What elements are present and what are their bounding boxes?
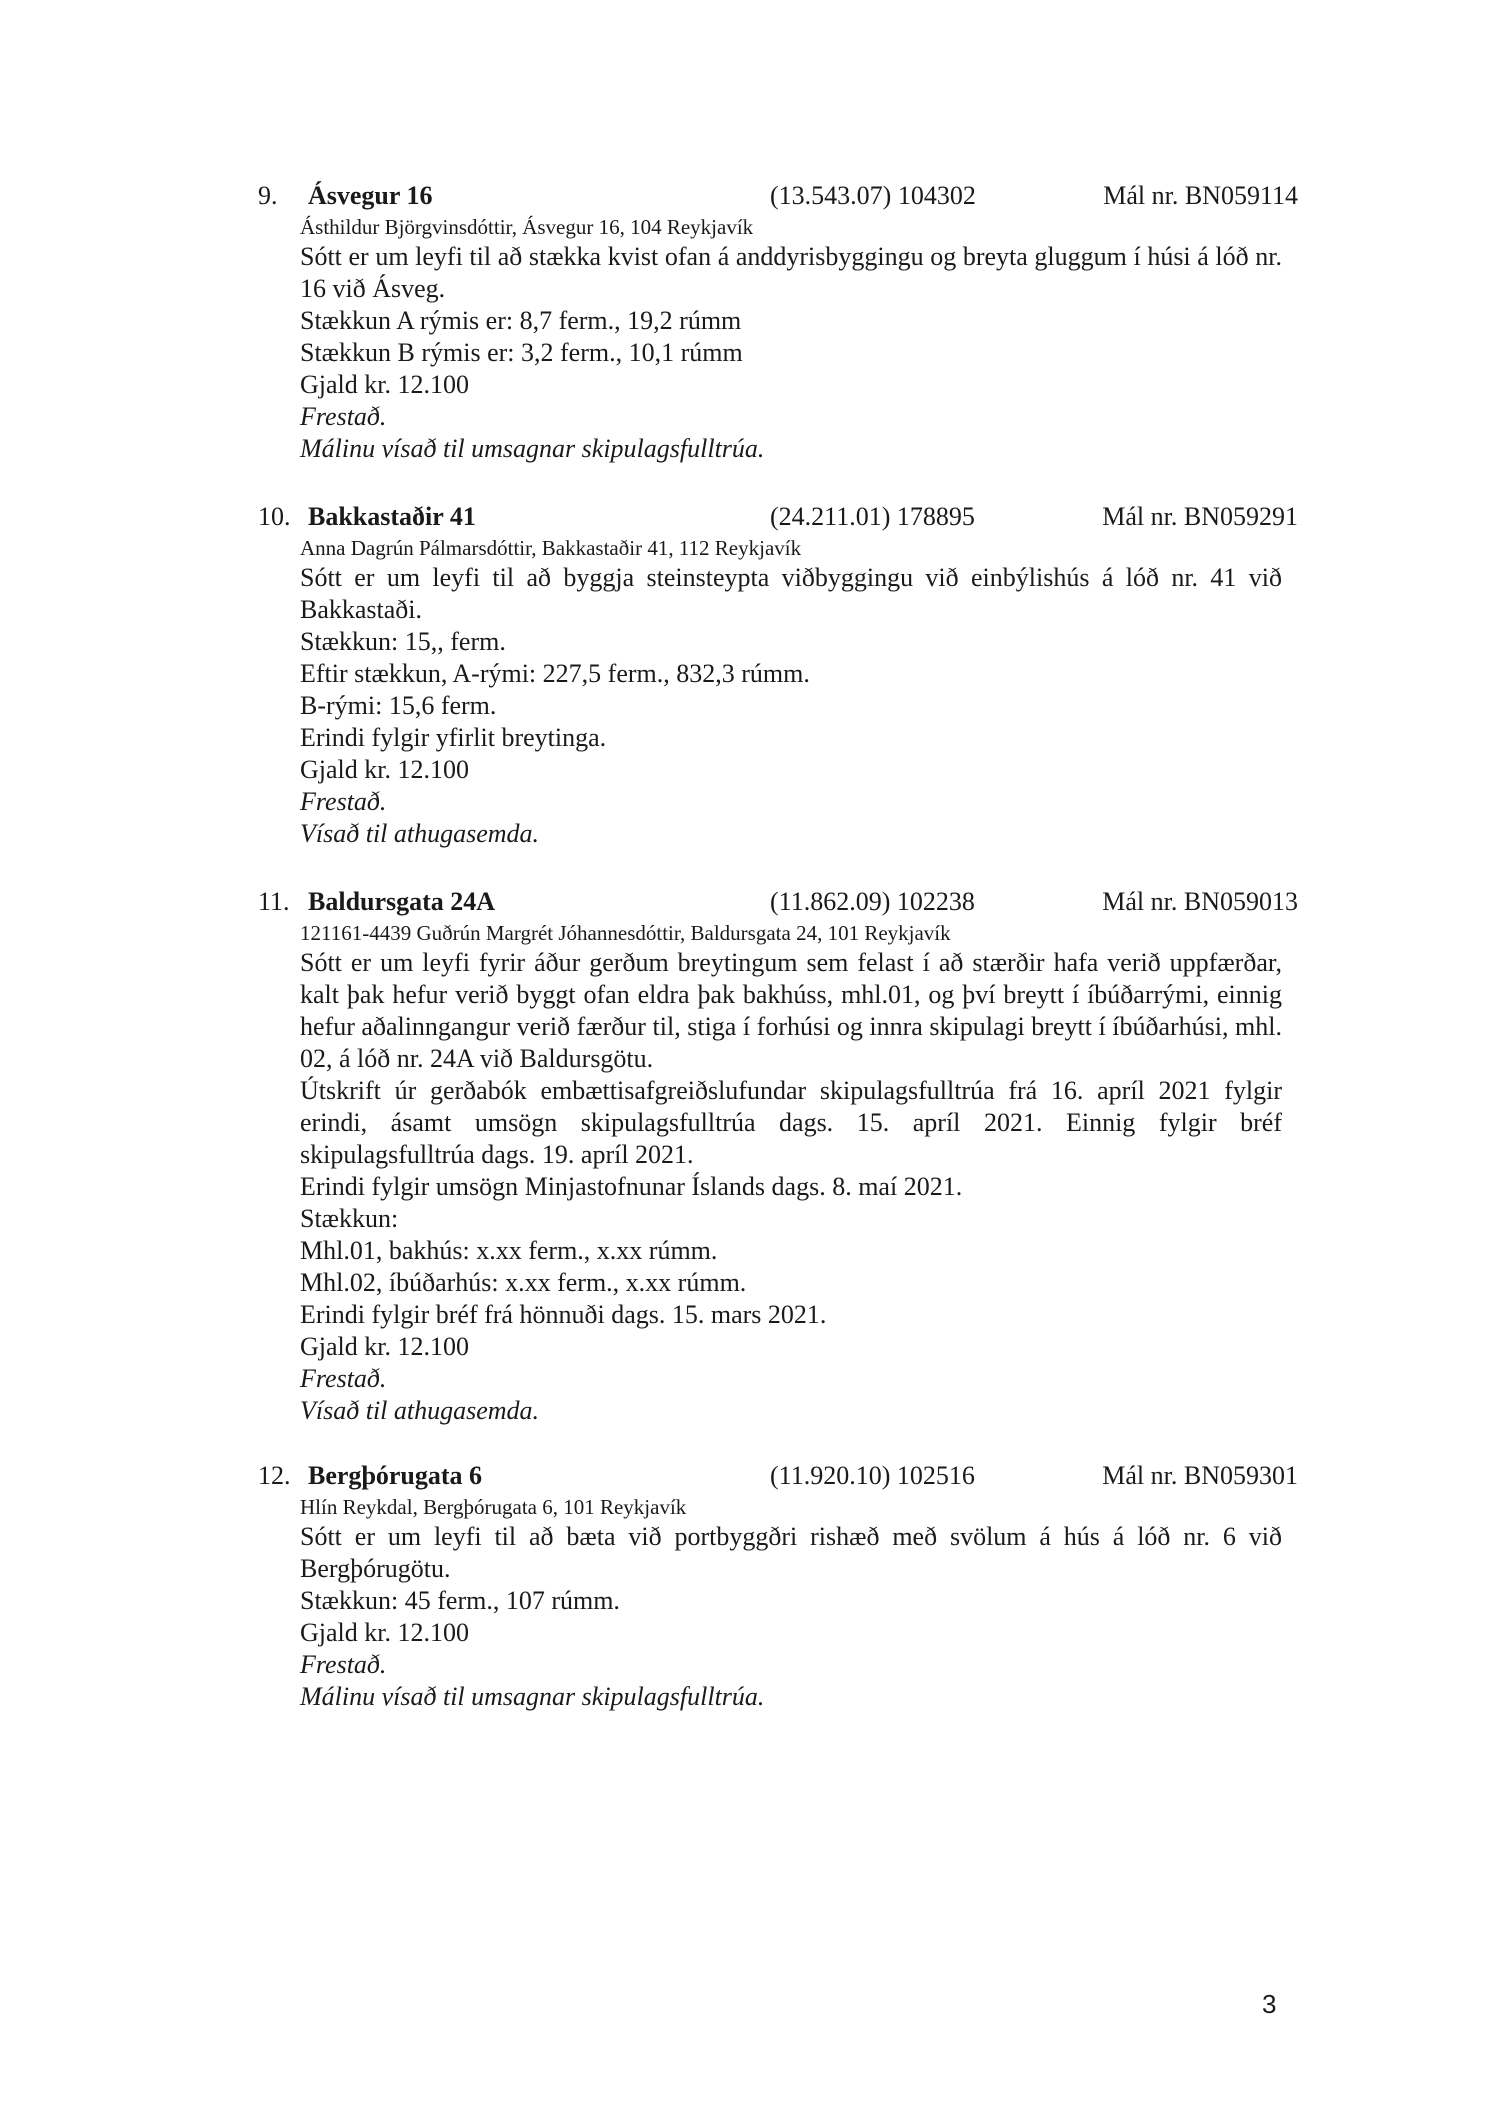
case-address: Bakkastaðir 41 [308, 502, 476, 531]
case-id: Mál nr. BN059013 [1102, 887, 1298, 916]
case-header [258, 500, 1298, 534]
case-line: Stækkun: 15,, ferm. [300, 627, 506, 656]
case-address: Baldursgata 24A [308, 887, 496, 916]
case-status: Frestað. [300, 1650, 387, 1679]
case-body [300, 919, 1282, 1427]
case-fee: Gjald kr. 12.100 [300, 1332, 469, 1361]
case-header [258, 179, 1298, 213]
case-line: Mhl.02, íbúðarhús: x.xx ferm., x.xx rúmm. [300, 1268, 747, 1297]
case-id: Mál nr. BN059301 [1102, 1461, 1298, 1490]
case-land-id: (24.211.01) 178895 [770, 502, 975, 531]
case-applicant: Anna Dagrún Pálmarsdóttir, Bakkastaðir 41, 112 Reykjavík [300, 536, 802, 560]
case-body [300, 534, 1282, 850]
case-fee: Gjald kr. 12.100 [300, 755, 469, 784]
case-applicant: Hlín Reykdal, Bergþórugata 6, 101 Reykjavík [300, 1495, 687, 1519]
case-fee: Gjald kr. 12.100 [300, 370, 469, 399]
case-description: Sótt er um leyfi fyrir áður gerðum breytingum sem felast í að stærðir hafa verið uppfærðar, kalt þak hefur verið byggt ofan eldra þak bakhúss, mhl.01, og því breytt í íbúðarrými, einnig hefur aðalinngangur verið færður til, stiga í forhúsi og innra skipulagi breytt í íbúðarhúsi, mhl. 02, á lóð nr. 24A við Baldursgötu. [300, 948, 1282, 1073]
case-id: Mál nr. BN059291 [1102, 502, 1298, 531]
case-id: Mál nr. BN059114 [1103, 181, 1298, 210]
case-address: Ásvegur 16 [308, 181, 433, 210]
case-applicant: Ásthildur Björgvinsdóttir, Ásvegur 16, 104 Reykjavík [300, 215, 754, 239]
case-line: Erindi fylgir umsögn Minjastofnunar Íslands dags. 8. maí 2021. [300, 1172, 963, 1201]
case-description: Sótt er um leyfi til að bæta við portbyggðri rishæð með svölum á hús á lóð nr. 6 við Bergþórugötu. [300, 1522, 1282, 1583]
case-line: Mhl.01, bakhús: x.xx ferm., x.xx rúmm. [300, 1236, 718, 1265]
case-line: Stækkun: [300, 1204, 399, 1233]
case-line: Stækkun: 45 ferm., 107 rúmm. [300, 1586, 620, 1615]
case-description: Sótt er um leyfi til að stækka kvist ofan á anddyrisbyggingu og breyta gluggum í húsi á lóð nr. 16 við Ásveg. [300, 242, 1282, 303]
case-status: Frestað. [300, 402, 387, 431]
case-line: B-rými: 15,6 ferm. [300, 691, 497, 720]
case-body [300, 213, 1282, 465]
case-attachment-note: Útskrift úr gerðabók embættisafgreiðslufundar skipulagsfulltrúa frá 16. apríl 2021 fylgir erindi, ásamt umsögn skipulagsfulltrúa dags. 15. apríl 2021. Einnig fylgir bréf skipulagsfulltrúa dags. 19. apríl 2021. [300, 1076, 1282, 1169]
case-decision: Málinu vísað til umsagnar skipulagsfulltrúa. [300, 1682, 765, 1711]
case-number: 11. [258, 887, 290, 916]
case-line: Erindi fylgir yfirlit breytinga. [300, 723, 607, 752]
case-status: Frestað. [300, 787, 387, 816]
case-line: Eftir stækkun, A-rými: 227,5 ferm., 832,3 rúmm. [300, 659, 810, 688]
case-land-id: (13.543.07) 104302 [770, 181, 976, 210]
case-decision: Málinu vísað til umsagnar skipulagsfulltrúa. [300, 434, 765, 463]
case-header [258, 885, 1298, 919]
case-land-id: (11.862.09) 102238 [770, 887, 975, 916]
page-number: 3 [1262, 1989, 1277, 2019]
case-fee: Gjald kr. 12.100 [300, 1618, 469, 1647]
case-status: Frestað. [300, 1364, 387, 1393]
case-land-id: (11.920.10) 102516 [770, 1461, 975, 1490]
case-entry-12 [258, 1459, 1298, 1713]
case-entry-11 [258, 885, 1298, 1427]
case-address: Bergþórugata 6 [308, 1461, 483, 1490]
case-decision: Vísað til athugasemda. [300, 819, 540, 848]
case-description: Sótt er um leyfi til að byggja steinsteypta viðbyggingu við einbýlishús á lóð nr. 41 við Bakkastaði. [300, 563, 1282, 624]
case-line: Erindi fylgir bréf frá hönnuði dags. 15. mars 2021. [300, 1300, 827, 1329]
case-entry-9 [258, 179, 1298, 465]
case-entry-10 [258, 500, 1298, 850]
case-line: Stækkun B rýmis er: 3,2 ferm., 10,1 rúmm [300, 338, 743, 367]
case-applicant: 121161-4439 Guðrún Margrét Jóhannesdóttir, Baldursgata 24, 101 Reykjavík [300, 921, 951, 945]
case-number: 12. [258, 1461, 291, 1490]
case-number: 10. [258, 502, 291, 531]
case-header [258, 1459, 1298, 1493]
case-number: 9. [258, 181, 278, 210]
case-body [300, 1493, 1282, 1713]
case-decision: Vísað til athugasemda. [300, 1396, 540, 1425]
case-line: Stækkun A rýmis er: 8,7 ferm., 19,2 rúmm [300, 306, 742, 335]
